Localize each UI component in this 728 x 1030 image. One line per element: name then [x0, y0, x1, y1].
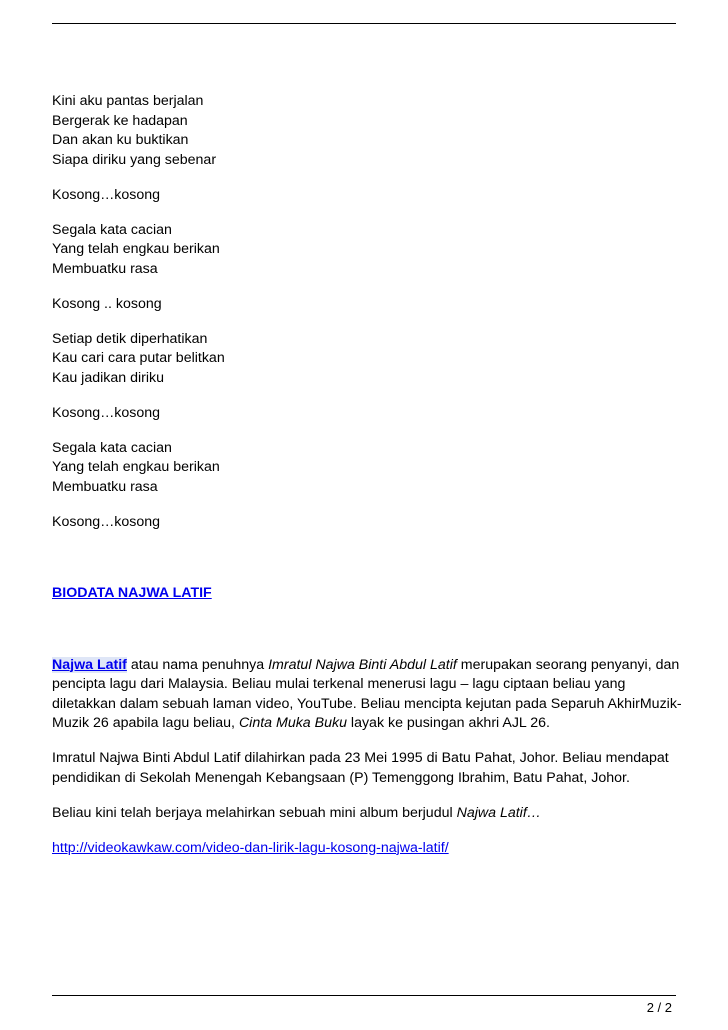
lyric-line: Kau cari cara putar belitkan [52, 350, 225, 366]
bio-text: layak ke pusingan akhri AJL 26. [346, 715, 550, 731]
bio-paragraph-3 [52, 804, 682, 824]
najwa-latif-link[interactable]: Najwa Latif [52, 656, 127, 673]
lyric-line: Segala kata cacian [52, 439, 172, 456]
lyric-line: Siapa diriku yang sebenar [52, 151, 217, 168]
bio-text: merupakan seorang penyanyi, dan pencipta lagu dari Malaysia. Beliau mulai terkenal menerusi lagu – lagu ciptaan beliau yang diletakkan dalam sebuah laman video, YouTube. Beliau mencipta kejutan pada Separuh AkhirMuzik-Muzik 26 apabila lagu beliau, [52, 656, 682, 731]
lyric-line: Kosong…kosong [52, 513, 161, 530]
source-paragraph [52, 839, 682, 859]
lyric-line: Bergerak ke hadapan [52, 112, 188, 129]
lyrics-section [52, 92, 682, 532]
lyric-stanza [52, 92, 682, 170]
lyric-line: Yang telah engkau berikan [52, 459, 220, 475]
bio-heading [52, 584, 682, 604]
song-title: Cinta Muka Buku [238, 715, 347, 731]
lyric-line: Dan akan ku buktikan [52, 132, 189, 148]
lyric-line: Kosong .. kosong [52, 295, 162, 312]
bio-heading-link[interactable]: BIODATA NAJWA LATIF [52, 585, 212, 601]
lyric-line: Kosong…kosong [52, 404, 161, 421]
album-title: Najwa Latif… [456, 804, 541, 821]
bio-text: Beliau kini telah berjaya melahirkan sebuah mini album berjudul [52, 804, 457, 821]
lyric-line: Segala kata cacian [52, 221, 172, 238]
lyric-line: Membuatku rasa [52, 260, 158, 277]
lyric-line: Kosong…kosong [52, 186, 161, 203]
lyric-line: Membuatku rasa [52, 478, 158, 495]
lyric-line: Yang telah engkau berikan [52, 241, 220, 257]
lyric-line: Kini aku pantas berjalan [52, 93, 204, 109]
lyric-stanza [52, 513, 682, 533]
bio-text: atau nama penuhnya [126, 656, 269, 673]
lyric-stanza [52, 439, 682, 498]
full-name: Imratul Najwa Binti Abdul Latif [268, 656, 457, 673]
source-url-link[interactable]: http://videokawkaw.com/video-dan-lirik-lagu-kosong-najwa-latif/ [52, 839, 449, 856]
header-rule [52, 23, 676, 24]
footer-rule [52, 995, 676, 996]
bio-paragraph-2: Imratul Najwa Binti Abdul Latif dilahirkan pada 23 Mei 1995 di Batu Pahat, Johor. Beliau mendapat pendidikan di Sekolah Menengah Kebangsaan (P) Temenggong Ibrahim, Batu Pahat, Johor. [52, 750, 669, 786]
lyric-stanza [52, 330, 682, 389]
page-number: 2 / 2 [646, 1000, 672, 1015]
lyric-stanza [52, 221, 682, 280]
document-body [52, 92, 682, 874]
lyric-stanza [52, 295, 682, 315]
bio-paragraph-1 [52, 656, 682, 734]
lyric-stanza [52, 186, 682, 206]
lyric-line: Kau jadikan diriku [52, 369, 164, 386]
lyric-line: Setiap detik diperhatikan [52, 330, 208, 347]
lyric-stanza [52, 404, 682, 424]
